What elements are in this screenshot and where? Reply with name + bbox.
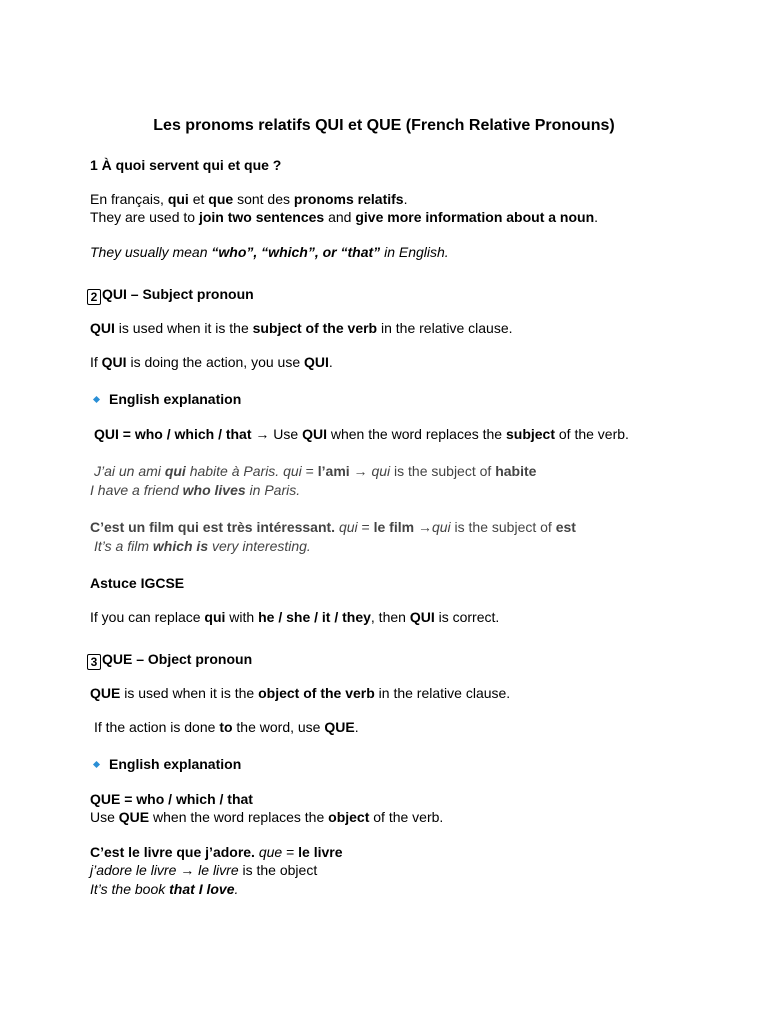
section-2-line-3: QUI = who / which / that → Use QUI when the word replaces the subject of the verb. bbox=[94, 426, 629, 442]
section-1-line-1: En français, qui et que sont des pronoms relatifs. bbox=[90, 191, 408, 207]
section-3-example-1: C’est le livre que j’adore. que = le livre bbox=[90, 844, 343, 860]
section-3-line-4: Use QUE when the word replaces the object of the verb. bbox=[90, 809, 444, 825]
section-1-line-3: They usually mean “who”, “which”, or “that” in English. bbox=[90, 244, 449, 260]
section-1-heading: 1 À quoi servent qui et que ? bbox=[90, 157, 282, 173]
number-3-icon: 3 bbox=[87, 654, 101, 670]
section-2-heading: 2 QUI – Subject pronoun bbox=[87, 285, 254, 305]
section-2-example-2: C’est un film qui est très intéressant. qui = le film →qui is the subject of est bbox=[90, 519, 576, 535]
section-3-line-2: If the action is done to the word, use QUE. bbox=[94, 719, 359, 735]
bullet-diamond-icon bbox=[93, 396, 100, 403]
section-1-line-2: They are used to join two sentences and give more information about a noun. bbox=[90, 209, 599, 225]
section-2-line-2: If QUI is doing the action, you use QUI. bbox=[90, 354, 333, 370]
section-2-bullet: English explanation bbox=[88, 390, 241, 408]
section-2-example-1: J’ai un ami qui habite à Paris. qui = l’ami → qui is the subject of habite bbox=[94, 463, 537, 479]
section-2-example-2-english: It’s a film which is very interesting. bbox=[94, 538, 311, 554]
section-2-line-1: QUI is used when it is the subject of the verb in the relative clause. bbox=[90, 320, 513, 336]
section-2-tip-heading: Astuce IGCSE bbox=[90, 575, 185, 591]
section-3-bullet: English explanation bbox=[88, 755, 241, 773]
section-2-example-1-english: I have a friend who lives in Paris. bbox=[90, 482, 301, 498]
section-3-heading: 3 QUE – Object pronoun bbox=[87, 650, 252, 670]
section-3-line-1: QUE is used when it is the object of the verb in the relative clause. bbox=[90, 685, 511, 701]
section-3-example-1-english: It’s the book that I love. bbox=[90, 881, 239, 897]
section-3-line-3: QUE = who / which / that bbox=[90, 791, 253, 807]
number-2-icon: 2 bbox=[87, 289, 101, 305]
bullet-diamond-icon bbox=[93, 761, 100, 768]
section-3-example-1-analysis: j’adore le livre → le livre is the object bbox=[90, 862, 318, 878]
page-title: Les pronoms relatifs QUI et QUE (French Relative Pronouns) bbox=[153, 117, 615, 134]
section-2-tip: If you can replace qui with he / she / it / they, then QUI is correct. bbox=[90, 609, 500, 625]
